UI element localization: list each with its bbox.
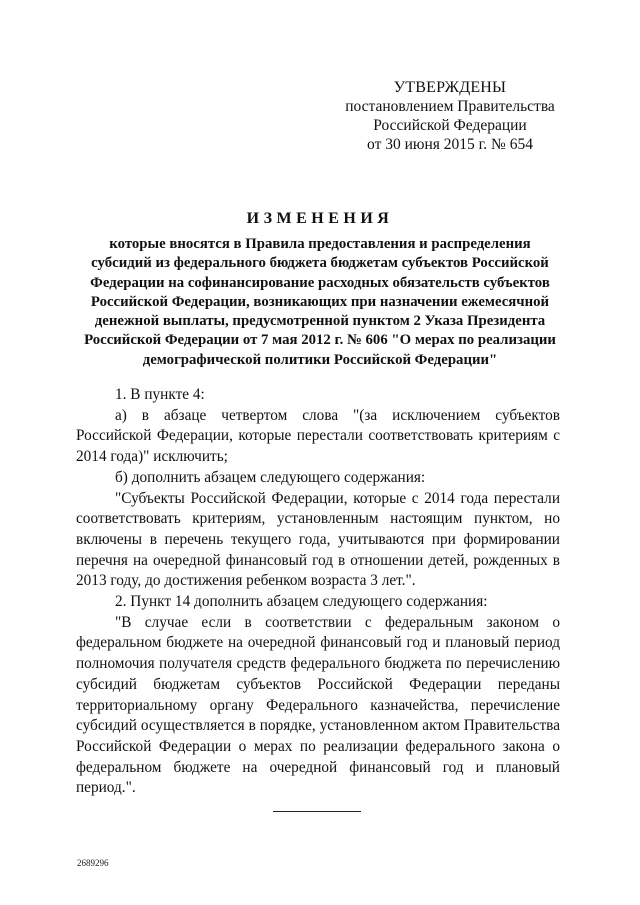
paragraph-quote-1: "Субъекты Российской Федерации, которые с 2014 года перестали соответствовать критериям, установленным настоящим пунктом, но включены в перечень текущего года, учитываются при формировании перечня на очередной финансовый год в отношении детей, рожденных в 2013 году, до достижения ребенком возраста 3 лет.". [76,489,560,590]
document-title: ИЗМЕНЕНИЯ [246,210,394,227]
approval-line-1: постановлением Правительства [345,98,555,115]
document-subject [72,235,568,370]
subject-line: Российской Федерации от 7 мая 2012 г. № 606 "О мерах по реализации [84,332,556,349]
subject-line: субсидий из федерального бюджета бюджетам субъектов Российской [91,255,549,272]
subject-line: Федерации на софинансирование расходных обязательств субъектов [90,274,550,291]
paragraph-item-1: 1. В пункте 4: [115,386,205,403]
document-body [76,385,560,799]
approval-line-3: от 30 июня 2015 г. № 654 [367,136,533,153]
approval-line-2: Российской Федерации [373,117,527,134]
subject-line: демографической политики Российской Федерации" [142,351,498,368]
paragraph-subitem-a: а) в абзаце четвертом слова "(за исключением субъектов Российской Федерации, которые перестали соответствовать критериям с 2014 года)" исключить; [76,406,560,466]
subject-line: денежной выплаты, предусмотренной пунктом 2 Указа Президента [94,313,546,330]
subject-line: Российской Федерации, возникающих при назначении ежемесячной [90,293,550,310]
document-code: 2689296 [77,858,109,868]
end-separator-line [273,811,361,812]
paragraph-quote-2: "В случае если в соответствии с федеральным законом о федеральном бюджете на очередной финансовый год и плановый период полномочия получателя средств федерального бюджета по перечислению субсидий бюджетам субъектов Российской Федерации переданы территориальному органу Федерального казначейства, перечисление субсидий осуществляется в порядке, установленном актом Правительства Российской Федерации о мерах по реализации федерального закона о федеральном бюджете на очередной финансовый год и плановый период.". [76,613,560,797]
approval-block [330,78,570,154]
paragraph-subitem-b: б) дополнить абзацем следующего содержания: [115,468,426,486]
subject-line: которые вносятся в Правила предоставления и распределения [109,236,531,252]
approval-stamp: УТВЕРЖДЕНЫ [393,79,507,96]
paragraph-item-2: 2. Пункт 14 дополнить абзацем следующего содержания: [115,593,488,611]
